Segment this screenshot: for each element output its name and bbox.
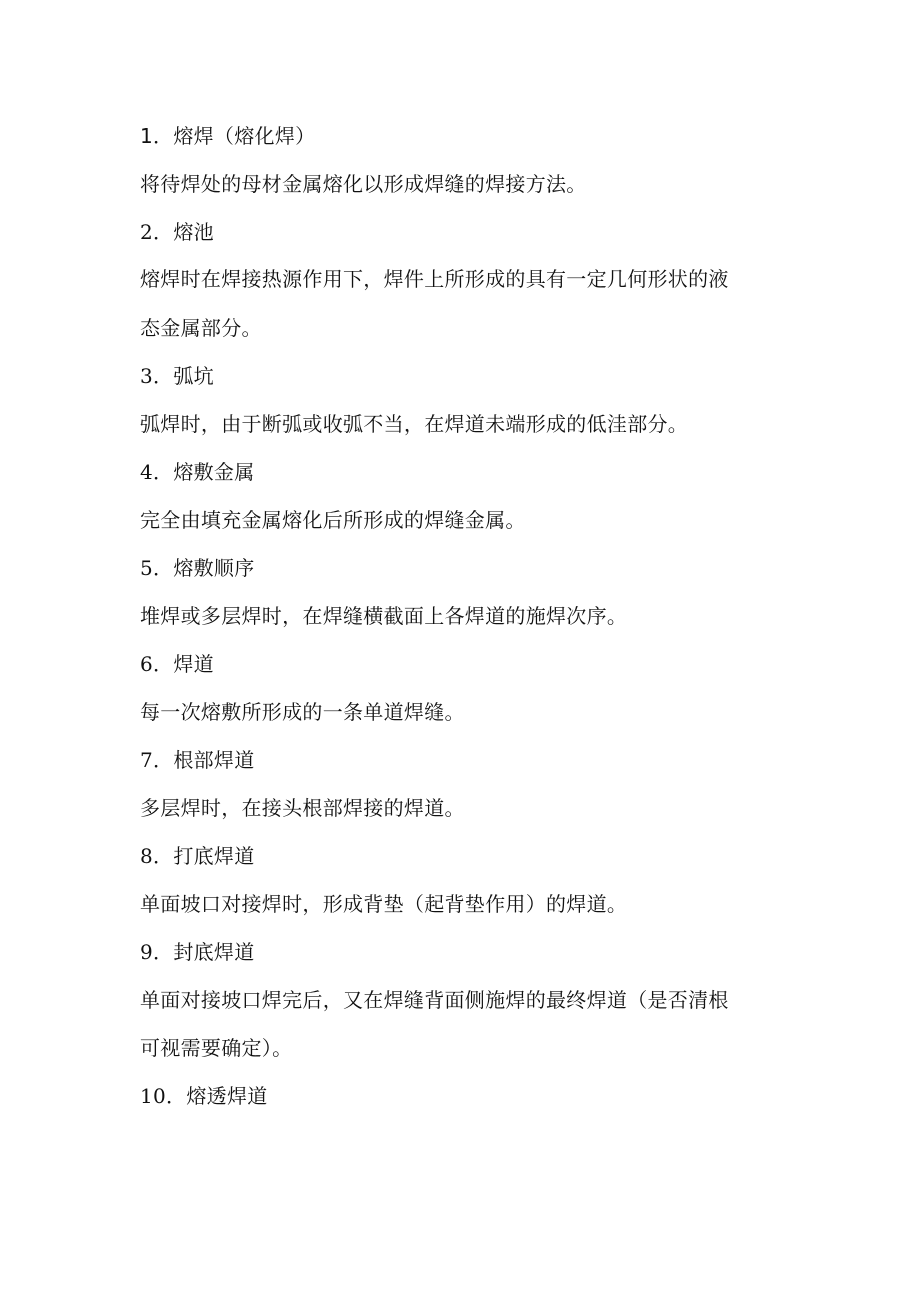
term-8-definition: 单面坡口对接焊时，形成背垫（起背垫作用）的焊道。	[140, 892, 628, 916]
term-3-heading: 3．弧坑	[140, 364, 214, 388]
term-9-definition-line-1: 单面对接坡口焊完后，又在焊缝背面侧施焊的最终焊道（是否清根	[140, 988, 729, 1012]
term-10-heading: 10．熔透焊道	[140, 1084, 268, 1108]
term-5-heading: 5．熔敷顺序	[140, 556, 255, 580]
term-9-heading: 9．封底焊道	[140, 940, 255, 964]
term-6-heading: 6．焊道	[140, 652, 214, 676]
term-4-definition: 完全由填充金属熔化后所形成的焊缝金属。	[140, 508, 526, 532]
term-6-definition: 每一次熔敷所形成的一条单道焊缝。	[140, 700, 465, 724]
term-7-definition: 多层焊时，在接头根部焊接的焊道。	[140, 796, 465, 820]
term-3-definition: 弧焊时，由于断弧或收弧不当，在焊道未端形成的低洼部分。	[140, 412, 689, 436]
term-2-definition-line-1: 熔焊时在焊接热源作用下，焊件上所形成的具有一定几何形状的液	[140, 267, 729, 291]
term-2-definition-line-2: 态金属部分。	[140, 316, 262, 340]
term-8-heading: 8．打底焊道	[140, 844, 255, 868]
term-7-heading: 7．根部焊道	[140, 748, 255, 772]
term-9-definition-line-2: 可视需要确定）。	[140, 1036, 293, 1060]
term-4-heading: 4．熔敷金属	[140, 460, 255, 484]
term-1-definition: 将待焊处的母材金属熔化以形成焊缝的焊接方法。	[140, 172, 587, 196]
term-1-heading: 1．熔焊（熔化焊）	[140, 124, 316, 148]
term-2-heading: 2．熔池	[140, 220, 214, 244]
term-5-definition: 堆焊或多层焊时，在焊缝横截面上各焊道的施焊次序。	[140, 604, 628, 628]
